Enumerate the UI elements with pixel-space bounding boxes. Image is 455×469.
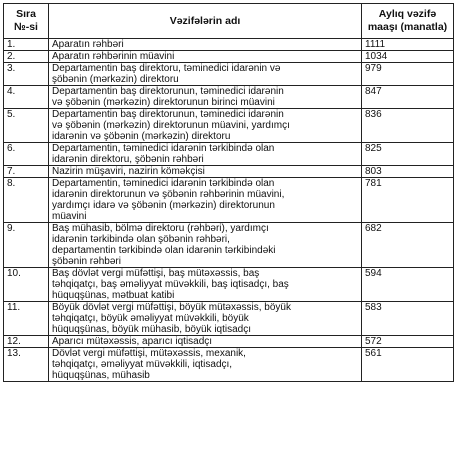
header-number [4,4,49,39]
row-number: 12. [4,336,49,348]
row-number: 7. [4,166,49,178]
table-row [4,86,454,109]
monthly-salary: 847 [362,86,454,109]
monthly-salary: 836 [362,109,454,143]
table-row [4,109,454,143]
position-name-line: şöbənin (mərkəzin) direktoru [52,74,179,85]
position-name [49,302,362,336]
position-name-line: hüquqşünas, böyük mühasib, böyük iqtisadçı [52,324,252,335]
row-number: 10. [4,268,49,302]
position-name-line: yardımçı idarə və şöbənin (mərkəzin) direktorunun [52,200,275,211]
header-salary [362,4,454,39]
monthly-salary: 583 [362,302,454,336]
position-name [49,336,362,348]
position-name-line: təhqiqatçı, böyük əməliyyat müvəkkili, böyük [52,313,249,324]
header-number-line2: №-si [14,21,38,33]
position-name-line: Nazirin müşaviri, nazirin köməkçisi [52,166,205,177]
row-number: 3. [4,63,49,86]
row-number: 2. [4,51,49,63]
monthly-salary: 781 [362,178,454,223]
row-number: 4. [4,86,49,109]
position-name-line: Departamentin baş direktorunun, təminedici idarənin [52,86,284,97]
table-body [4,39,454,382]
position-name-line: Departamentin baş direktoru, təminedici idarənin və [52,63,281,74]
position-name [49,143,362,166]
row-number: 13. [4,348,49,382]
table-row [4,39,454,51]
table-row [4,268,454,302]
header-position-name: Vəzifələrin adı [49,4,362,39]
position-name-line: Baş dövlət vergi müfəttişi, baş mütəxəssis, baş [52,268,260,279]
position-name-line: Departamentin, təminedici idarənin tərkibində olan [52,178,275,189]
position-name [49,63,362,86]
position-name-line: Dövlət vergi müfəttişi, mütəxəssis, mexanik, [52,348,246,359]
position-name-line: və şöbənin (mərkəzin) direktorunun birinci müavini [52,97,275,108]
position-name [49,109,362,143]
row-number: 6. [4,143,49,166]
position-name-line: idarənin direktorunun və şöbənin rəhbərinin müavini, [52,189,285,200]
row-number: 5. [4,109,49,143]
position-name-line: və şöbənin (mərkəzin) direktorunun müavini, yardımçı [52,120,290,131]
table-row [4,348,454,382]
monthly-salary: 803 [362,166,454,178]
monthly-salary: 1111 [362,39,454,51]
table-row [4,143,454,166]
position-name-line: təhqiqatçı, baş əməliyyat müvəkkili, baş iqtisadçı, baş [52,279,289,290]
table-row [4,51,454,63]
position-name [49,178,362,223]
table-row [4,63,454,86]
position-name [49,166,362,178]
position-name [49,268,362,302]
row-number: 1. [4,39,49,51]
row-number: 9. [4,223,49,268]
position-name-line: idarənin və şöbənin (mərkəzin) direktoru [52,131,231,142]
monthly-salary: 825 [362,143,454,166]
table-row [4,166,454,178]
position-name [49,86,362,109]
position-name-line: Aparatın rəhbərinin müavini [52,51,175,62]
position-name [49,223,362,268]
table-row [4,302,454,336]
monthly-salary: 572 [362,336,454,348]
position-name-line: Aparıcı mütəxəssis, aparıcı iqtisadçı [52,336,213,347]
salary-table [3,3,454,382]
position-name-line: müavini [52,211,87,222]
table-row [4,178,454,223]
monthly-salary: 979 [362,63,454,86]
position-name-line: təhqiqatçı, əməliyyat müvəkkili, iqtisadçı, [52,359,233,370]
monthly-salary: 682 [362,223,454,268]
position-name-line: Böyük dövlət vergi müfəttişi, böyük mütəxəssis, böyük [52,302,291,313]
header-salary-line2: maaşı (manatla) [367,21,448,33]
position-name-line: idarənin tərkibində olan şöbənin rəhbəri, [52,234,230,245]
monthly-salary: 561 [362,348,454,382]
position-name-line: hüquqşünas, mətbuat katibi [52,290,175,301]
position-name-line: Departamentin baş direktorunun, təminedici idarənin [52,109,284,120]
header-salary-line1: Aylıq vəzifə [378,8,437,20]
table-row [4,336,454,348]
header-number-line1: Sıra [16,8,36,20]
position-name [49,51,362,63]
header-row [4,4,454,39]
position-name-line: departamentin tərkibində olan idarənin tərkibindəki [52,245,276,256]
monthly-salary: 1034 [362,51,454,63]
row-number: 8. [4,178,49,223]
position-name-line: Baş mühasib, bölmə direktoru (rəhbəri), yardımçı [52,223,269,234]
row-number: 11. [4,302,49,336]
position-name [49,348,362,382]
position-name-line: idarənin direktoru, şöbənin rəhbəri [52,154,204,165]
position-name-line: şöbənin rəhbəri [52,256,121,267]
position-name-line: hüquqşünas, mühasib [52,370,150,381]
position-name-line: Departamentin, təminedici idarənin tərkibində olan [52,143,275,154]
position-name-line: Aparatın rəhbəri [52,39,124,50]
monthly-salary: 594 [362,268,454,302]
position-name [49,39,362,51]
table-row [4,223,454,268]
